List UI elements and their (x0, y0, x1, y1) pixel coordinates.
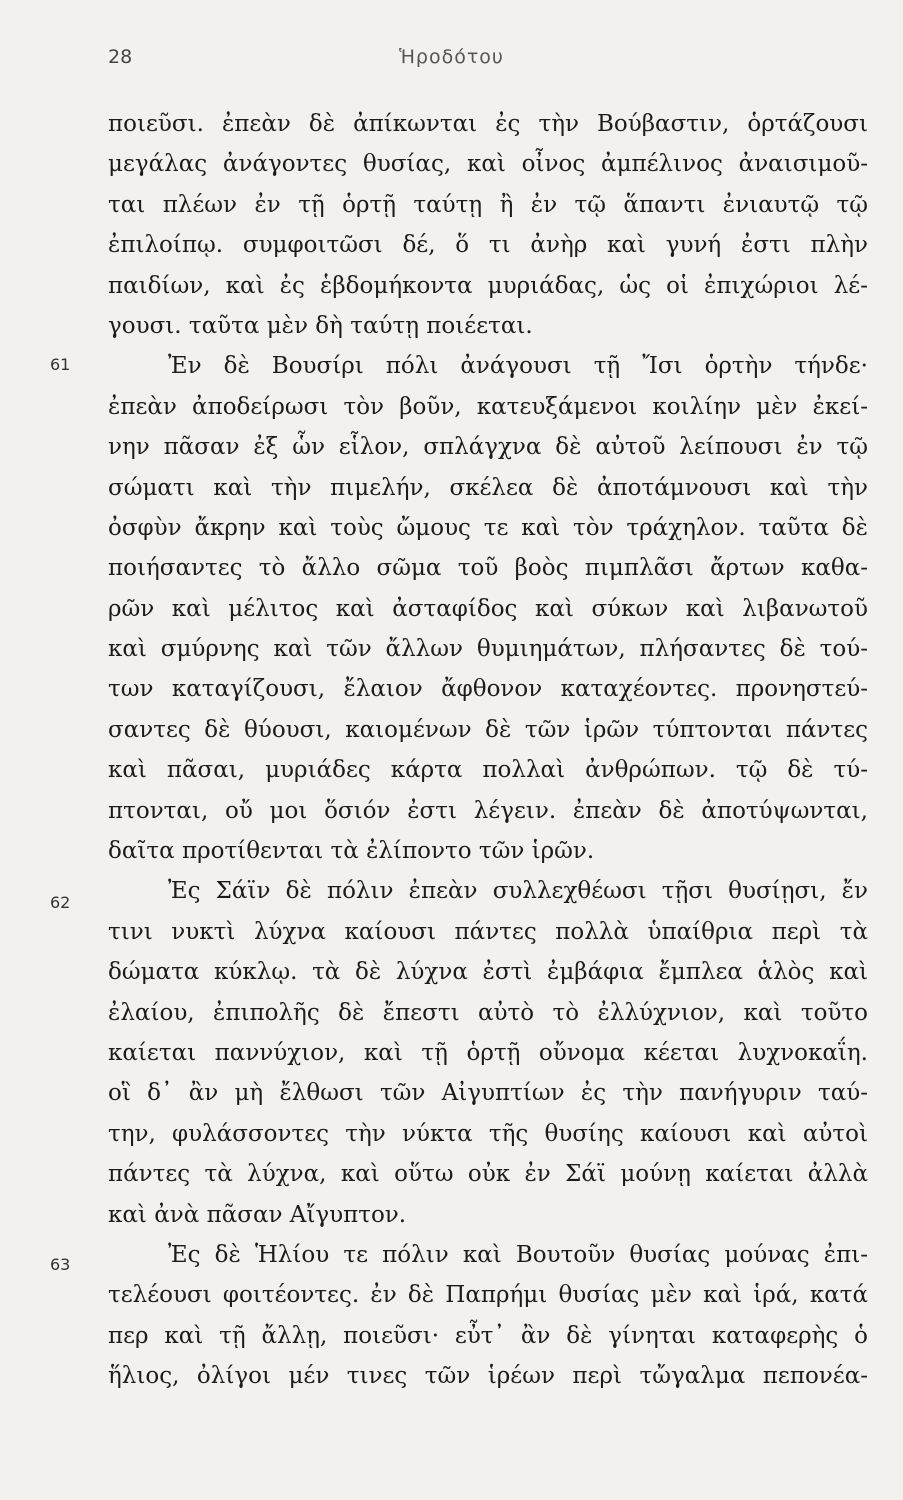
text-line: ρῶν καὶ μέλιτος καὶ ἀσταφίδος καὶ σύκων καὶ λιβανωτοῦ (108, 595, 868, 622)
text-line: Ἐς δὲ Ἡλίου τε πόλιν καὶ Βουτοῦν θυσίας μούνας ἐπι- (168, 1241, 868, 1268)
text-line: σαντες δὲ θύουσι, καιομένων δὲ τῶν ἱρῶν τύπτονται πάντες (108, 716, 868, 743)
body-text (108, 104, 868, 1397)
text-line: Ἐν δὲ Βουσίρι πόλι ἀνάγουσι τῇ Ἴσι ὁρτὴν τήνδε· (168, 353, 868, 380)
text-line: γουσι. ταῦτα μὲν δὴ ταύτῃ ποιέεται. (108, 312, 533, 339)
section-number-61: 61 (50, 355, 71, 374)
text-line: περ καὶ τῇ ἄλλῃ, ποιεῦσι· εὖτ᾽ ἂν δὲ γίνηται καταφερὴς ὁ (108, 1322, 868, 1349)
text-line: πάντες τὰ λύχνα, καὶ οὕτω οὐκ ἐν Σάϊ μούνῃ καίεται ἀλλὰ (108, 1161, 868, 1188)
text-line: την, φυλάσσοντες τὴν νύκτα τῆς θυσίης καίουσι καὶ αὐτοὶ (108, 1120, 868, 1147)
text-line: οἳ δ᾽ ἂν μὴ ἔλθωσι τῶν Αἰγυπτίων ἐς τὴν πανήγυριν ταύ- (108, 1080, 868, 1107)
text-line: ποιεῦσι. ἐπεὰν δὲ ἀπίκωνται ἐς τὴν Βούβαστιν, ὁρτάζουσι (108, 111, 868, 137)
text-line: πτονται, οὔ μοι ὅσιόν ἐστι λέγειν. ἐπεὰν δὲ ἀποτύψωνται, (108, 797, 868, 824)
text-line: ἐπιλοίπῳ. συμφοιτῶσι δέ, ὅ τι ἀνὴρ καὶ γυνή ἐστι πλὴν (108, 232, 868, 259)
text-line: καὶ πᾶσαι, μυριάδες κάρτα πολλαὶ ἀνθρώπων. τῷ δὲ τύ- (108, 757, 868, 784)
running-title: Ἡροδότου (399, 46, 504, 68)
text-line: καὶ σμύρνης καὶ τῶν ἄλλων θυμιημάτων, πλήσαντες δὲ τού- (108, 636, 868, 663)
section-number-63: 63 (50, 1255, 71, 1274)
text-line: ποιήσαντες τὸ ἄλλο σῶμα τοῦ βοὸς πιμπλᾶσι ἄρτων καθα- (108, 555, 868, 582)
text-line: σώματι καὶ τὴν πιμελήν, σκέλεα δὲ ἀποτάμνουσι καὶ τὴν (108, 474, 868, 501)
section-number-62: 62 (50, 893, 71, 912)
page-number: 28 (108, 46, 133, 68)
text-line: τελέουσι φοιτέοντες. ἐν δὲ Παπρήμι θυσίας μὲν καὶ ἱρά, κατά (108, 1282, 868, 1309)
text-line: παιδίων, καὶ ἐς ἑβδομήκοντα μυριάδας, ὡς οἱ ἐπιχώριοι λέ- (108, 272, 868, 299)
text-line: ται πλέων ἐν τῇ ὁρτῇ ταύτῃ ἢ ἐν τῷ ἅπαντι ἐνιαυτῷ τῷ (108, 191, 868, 218)
text-line: νην πᾶσαν ἐξ ὧν εἷλον, σπλάγχνα δὲ αὐτοῦ λείπουσι ἐν τῷ (108, 434, 868, 461)
text-line: τινι νυκτὶ λύχνα καίουσι πάντες πολλὰ ὑπαίθρια περὶ τὰ (108, 918, 868, 945)
text-line: μεγάλας ἀνάγοντες θυσίας, καὶ οἶνος ἀμπέλινος ἀναισιμοῦ- (108, 151, 868, 178)
page-header (0, 46, 903, 76)
text-line: ἐλαίου, ἐπιπολῆς δὲ ἔπεστι αὐτὸ τὸ ἐλλύχνιον, καὶ τοῦτο (108, 999, 868, 1026)
text-line: δώματα κύκλῳ. τὰ δὲ λύχνα ἐστὶ ἐμβάφια ἔμπλεα ἁλὸς καὶ (108, 959, 868, 986)
text-line: καίεται παννύχιον, καὶ τῇ ὁρτῇ οὔνομα κέεται λυχνοκαΐη. (108, 1039, 868, 1066)
text-line: ἥλιος, ὀλίγοι μέν τινες τῶν ἱρέων περὶ τὤγαλμα πεπονέα- (108, 1363, 868, 1390)
text-line: Ἐς Σάϊν δὲ πόλιν ἐπεὰν συλλεχθέωσι τῇσι θυσίῃσι, ἔν (168, 878, 868, 905)
text-line: δαῖτα προτίθενται τὰ ἐλίποντο τῶν ἱρῶν. (108, 838, 595, 865)
text-line: των καταγίζουσι, ἔλαιον ἄφθονον καταχέοντες. προνηστεύ- (108, 676, 868, 703)
text-line: ἐπεὰν ἀποδείρωσι τὸν βοῦν, κατευξάμενοι κοιλίην μὲν ἐκεί- (108, 393, 868, 420)
text-line: καὶ ἀνὰ πᾶσαν Αἴγυπτον. (108, 1201, 407, 1228)
text-line: ὀσφὺν ἄκρην καὶ τοὺς ὤμους τε καὶ τὸν τράχηλον. ταῦτα δὲ (108, 514, 868, 541)
